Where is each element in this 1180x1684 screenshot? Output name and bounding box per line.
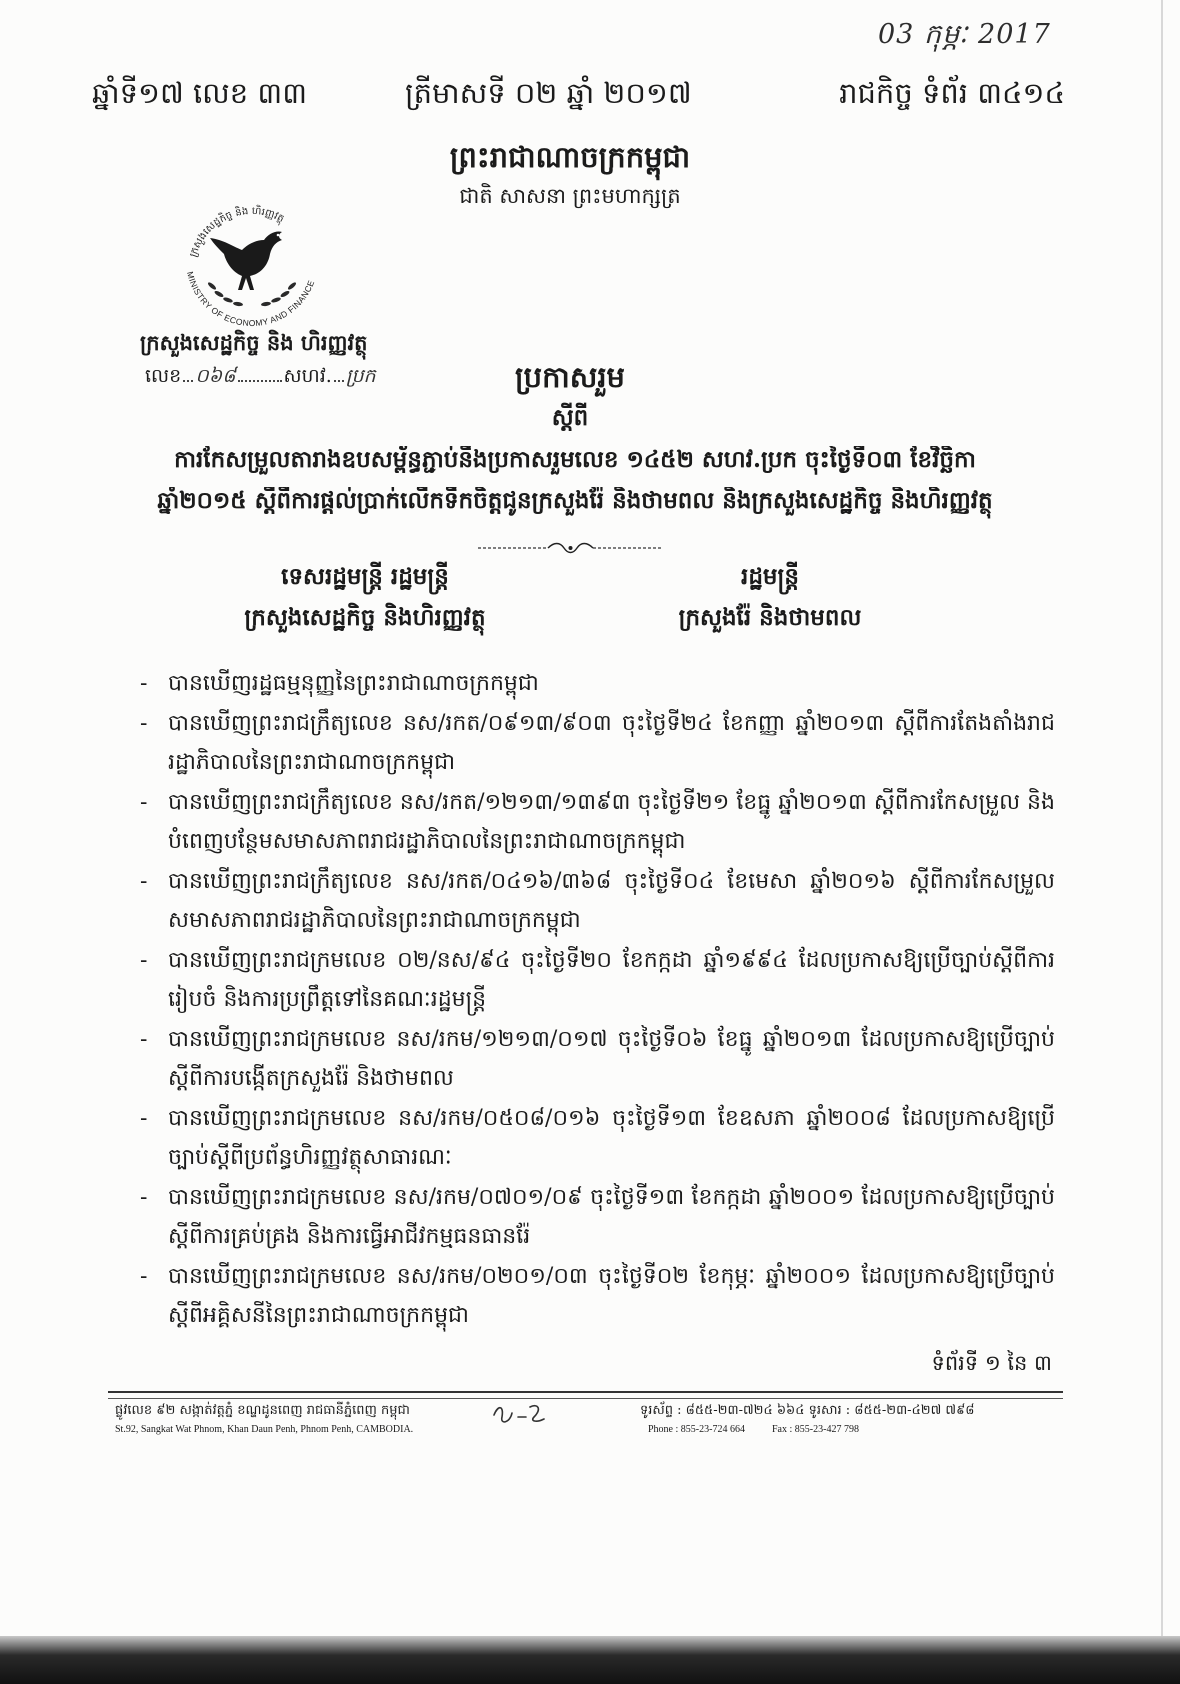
signatory-right-title: រដ្ឋមន្ត្រី: [741, 563, 799, 590]
reference-number-line: [145, 364, 376, 392]
handwritten-initials-mark: [488, 1397, 548, 1429]
bullet-marker: -: [140, 710, 148, 736]
list-item: [130, 664, 1055, 704]
bullet-marker: -: [140, 868, 148, 894]
handwritten-number: ០៦៨: [195, 365, 236, 387]
subject-label: ស្តីពី: [551, 404, 589, 431]
seal-english-text: MINISTRY OF ECONOMY AND FINANCE: [185, 270, 317, 329]
list-item-text: បានឃើញព្រះរាជក្រឹត្យលេខ នស/រកត/១២១៣/១៣៩៣ ចុះថ្ងៃទី២១ ខែធ្នូ ឆ្នាំ២០១៣ ស្តីពីការកែសម្រួល និងបំពេញបន្ថែមសមាសភាពរាជរដ្ឋាភិបាលនៃព្រះរាជាណាចក្រកម្ពុជា: [168, 789, 1055, 854]
list-item-text: បានឃើញព្រះរាជក្រមលេខ នស/រកម/០៥០៨/០១៦ ចុះថ្ងៃទី១៣ ខែឧសភា ឆ្នាំ២០០៨ ដែលប្រកាសឱ្យប្រើច្បាប់ស្តីពីប្រព័ន្ធហិរញ្ញវត្ថុសាធារណៈ: [168, 1105, 1055, 1170]
dotted-leader: [183, 379, 193, 382]
footer-divider: [108, 1391, 1063, 1399]
signatory-left-title: ទេសរដ្ឋមន្ត្រី រដ្ឋមន្ត្រី: [281, 563, 449, 590]
footer-address-english: St.92, Sangkat Wat Phnom, Khan Daun Penh, Phnom Penh, CAMBODIA.: [115, 1424, 414, 1435]
seal-khmer-text: ក្រសួងសេដ្ឋកិច្ច និង ហិរញ្ញវត្ថុ: [188, 205, 286, 259]
list-item: [130, 941, 1055, 1020]
gazette-page: រាជកិច្ច ទំព័រ ៣៤១៤: [839, 76, 1065, 110]
list-item: [130, 783, 1055, 862]
document-title-line: ការកែសម្រួលតារាងឧបសម្ព័ន្ធភ្ជាប់នឹងប្រកាសរួមលេខ ១៤៥២ សហវ.ប្រក ចុះថ្ងៃទី០៣ ខែវិច្ឆិកា: [174, 446, 976, 473]
bullet-marker: -: [140, 1105, 148, 1131]
dotted-leader: [238, 379, 282, 382]
list-item-text: បានឃើញព្រះរាជក្រមលេខ នស/រកម/១២១៣/០១៧ ចុះថ្ងៃទី០៦ ខែធ្នូ ឆ្នាំ២០១៣ ដែលប្រកាសឱ្យប្រើច្បាប់ស្តីពីការបង្កើតក្រសួងរ៉ែ និងថាមពល: [168, 1026, 1055, 1091]
document-title-line: ឆ្នាំ២០១៥ ស្តីពីការផ្តល់ប្រាក់លើកទឹកចិត្តជូនក្រសួងរ៉ែ និងថាមពល និងក្រសួងសេដ្ឋកិច្ច និងហិរញ្ញវត្ថុ: [157, 487, 993, 514]
bullet-marker: -: [140, 789, 148, 815]
number-label: លេខ: [145, 365, 182, 387]
list-item-text: បានឃើញព្រះរាជក្រឹត្យលេខ នស/រកត/០៩១៣/៩០៣ ចុះថ្ងៃទី២៤ ខែកញ្ញា ឆ្នាំ២០១៣ ស្តីពីការតែងតាំងរាជរដ្ឋាភិបាលនៃព្រះរាជាណាចក្រកម្ពុជា: [168, 710, 1055, 775]
handwritten-date: 03 កុម្ភៈ 2017: [878, 19, 1051, 50]
list-item: [130, 704, 1055, 783]
office-label: សហវ.: [283, 365, 332, 387]
bullet-marker: -: [140, 1026, 148, 1052]
scan-edge-band: [0, 1636, 1180, 1684]
footer-phone-fax-khmer: ទូរស័ព្ទ : ៨៥៥-២៣-៧២៤ ៦៦៤ ទូរសារ : ៨៥៥-២៣-៤២៧ ៧៩៨: [640, 1403, 975, 1418]
bullet-marker: -: [140, 671, 148, 696]
bullet-marker: -: [140, 1263, 148, 1289]
list-item-text: បានឃើញព្រះរាជក្រមលេខ ០២/នស/៩៤ ចុះថ្ងៃទី២០ ខែកក្កដា ឆ្នាំ១៩៩៤ ដែលប្រកាសឱ្យប្រើច្បាប់ស្តីពីការរៀបចំ និងការប្រព្រឹត្តទៅនៃគណៈរដ្ឋមន្ត្រី: [168, 947, 1055, 1012]
footer-fax-english: Fax : 855-23-427 798: [772, 1424, 859, 1435]
list-item-text: បានឃើញព្រះរាជក្រឹត្យលេខ នស/រកត/០៤១៦/៣៦៨ ចុះថ្ងៃទី០៤ ខែមេសា ឆ្នាំ២០១៦ ស្តីពីការកែសម្រួលសមាសភាពរាជរដ្ឋាភិបាលនៃព្រះរាជាណាចក្រកម្ពុជា: [168, 868, 1055, 933]
list-item: [130, 1178, 1055, 1257]
document-type: ប្រកាសរួម: [515, 360, 625, 394]
list-item-text: បានឃើញរដ្ឋធម្មនុញ្ញនៃព្រះរាជាណាចក្រកម្ពុជា: [168, 671, 539, 696]
footer-phone-english: Phone : 855-23-724 664: [648, 1424, 745, 1435]
kingdom-name: ព្រះរាជាណាចក្រកម្ពុជា: [449, 140, 691, 174]
footer-address-khmer: ផ្លូវលេខ ៩២ សង្កាត់វត្តភ្នំ ខណ្ឌដូនពេញ រាជធានីភ្នំពេញ កម្ពុជា: [115, 1403, 410, 1418]
scan-edge-line: [1161, 0, 1163, 1636]
bullet-marker: -: [140, 1184, 148, 1210]
handwritten-office-code: ប្រក: [345, 365, 376, 387]
list-item-text: បានឃើញព្រះរាជក្រមលេខ នស/រកម/០៧០១/០៩ ចុះថ្ងៃទី១៣ ខែកក្កដា ឆ្នាំ២០០១ ដែលប្រកាសឱ្យប្រើច្បាប់ស្តីពីការគ្រប់គ្រង និងការធ្វើអាជីវកម្មធនធានរ៉ែ: [168, 1184, 1055, 1249]
list-item-text: បានឃើញព្រះរាជក្រមលេខ នស/រកម/០២០១/០៣ ចុះថ្ងៃទី០២ ខែកុម្ភៈ ឆ្នាំ២០០១ ដែលប្រកាសឱ្យប្រើច្បាប់ស្តីពីអគ្គិសនីនៃព្រះរាជាណាចក្រកម្ពុជា: [168, 1263, 1055, 1328]
bird-emblem-icon: [210, 231, 282, 290]
gazette-year-issue: ឆ្នាំទី១៧ លេខ ៣៣: [92, 76, 307, 110]
ornamental-divider: [478, 540, 663, 556]
bullet-marker: -: [140, 947, 148, 973]
list-item: [130, 862, 1055, 941]
national-motto: ជាតិ សាសនា ព្រះមហាក្សត្រ: [459, 184, 681, 208]
list-item: [130, 1099, 1055, 1178]
ministry-seal-logo: [172, 194, 332, 334]
list-item: [130, 1020, 1055, 1099]
considerations-list: [130, 664, 1055, 1354]
signatory-right-ministry: ក្រសួងរ៉ែ និងថាមពល: [678, 604, 862, 631]
page-indicator: ទំព័រទី ១ នៃ ៣: [931, 1351, 1052, 1375]
ministry-name: ក្រសួងសេដ្ឋកិច្ច និង ហិរញ្ញវត្ថុ: [140, 330, 368, 355]
gazette-quarter: ត្រីមាសទី ០២ ឆ្នាំ ២០១៧: [405, 76, 692, 110]
list-item: [130, 1257, 1055, 1336]
dotted-leader: [334, 379, 344, 382]
signatory-left-ministry: ក្រសួងសេដ្ឋកិច្ច និងហិរញ្ញវត្ថុ: [244, 604, 486, 631]
